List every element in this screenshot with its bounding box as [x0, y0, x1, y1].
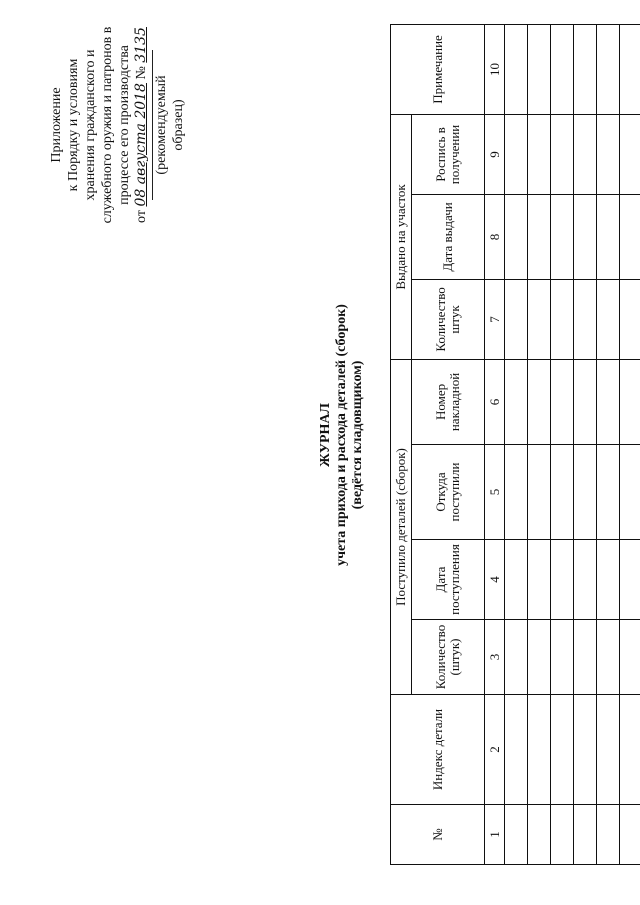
subtitle-note: (ведётся кладовщиком): [350, 360, 365, 510]
journal-entry-cell: [505, 540, 528, 620]
col-header-issued-quantity: Количество штук: [412, 279, 485, 359]
journal-entry-row: [620, 24, 640, 864]
col-header-note: Примечание: [391, 24, 485, 114]
journal-table: [390, 24, 640, 865]
journal-entry-cell: [597, 620, 620, 695]
journal-entry-cell: [597, 114, 620, 194]
journal-entry-cell: [620, 359, 640, 444]
journal-entry-cell: [528, 620, 551, 695]
journal-entry-cell: [597, 805, 620, 865]
column-number: 2: [485, 695, 505, 805]
journal-entry-cell: [528, 194, 551, 279]
column-number: 10: [485, 24, 505, 114]
appendix-date-row: [133, 20, 150, 230]
appendix-header: [48, 20, 187, 230]
handwritten-date: 08 августа 2018: [133, 83, 149, 207]
number-prefix: №: [134, 66, 149, 80]
col-header-part-index: Индекс детали: [391, 695, 485, 805]
journal-entry-cell: [574, 695, 597, 805]
journal-entry-cell: [528, 24, 551, 114]
journal-entry-cell: [574, 279, 597, 359]
journal-entry-cell: [597, 445, 620, 540]
journal-entry-cell: [574, 620, 597, 695]
title-line: ЖУРНАЛ: [318, 403, 333, 467]
journal-entry-cell: [551, 114, 574, 194]
journal-entry-cell: [597, 279, 620, 359]
journal-entry-cell: [551, 540, 574, 620]
appendix-line: процессе его производства: [117, 45, 132, 205]
journal-entry-cell: [574, 445, 597, 540]
column-number: 8: [485, 194, 505, 279]
journal-entry-cell: [574, 540, 597, 620]
col-header-receipt-date: Дата поступления: [412, 540, 485, 620]
group-header-issued: Выдано на участок: [391, 114, 412, 359]
journal-entry-cell: [505, 194, 528, 279]
journal-entry-cell: [597, 695, 620, 805]
journal-entry-cell: [620, 805, 640, 865]
column-number: 3: [485, 620, 505, 695]
journal-entry-cell: [505, 279, 528, 359]
col-header-number: №: [391, 805, 485, 865]
col-header-invoice-number: Номер накладной: [412, 359, 485, 444]
journal-entry-cell: [505, 695, 528, 805]
empty-entry-rows: [505, 24, 640, 864]
journal-entry-cell: [620, 695, 640, 805]
journal-entry-row: [505, 24, 528, 864]
journal-entry-cell: [574, 194, 597, 279]
journal-entry-cell: [528, 805, 551, 865]
journal-entry-cell: [528, 359, 551, 444]
column-number-row: [485, 24, 505, 864]
appendix-line: служебного оружия и патронов в: [100, 26, 115, 224]
journal-entry-cell: [597, 540, 620, 620]
appendix-line: хранения гражданского и: [83, 49, 98, 201]
journal-entry-cell: [551, 620, 574, 695]
col-header-quantity: Количество (штук): [412, 620, 485, 695]
journal-entry-cell: [505, 24, 528, 114]
journal-entry-cell: [505, 445, 528, 540]
journal-entry-cell: [574, 805, 597, 865]
journal-entry-cell: [528, 540, 551, 620]
journal-entry-cell: [551, 359, 574, 444]
journal-entry-cell: [597, 24, 620, 114]
col-header-signature: Роспись в получении: [412, 114, 485, 194]
journal-entry-cell: [597, 359, 620, 444]
journal-entry-cell: [551, 194, 574, 279]
journal-entry-cell: [620, 24, 640, 114]
column-number: 9: [485, 114, 505, 194]
handwritten-number: 3135: [133, 27, 149, 63]
journal-entry-cell: [620, 279, 640, 359]
journal-entry-row: [597, 24, 620, 864]
journal-entry-cell: [551, 805, 574, 865]
journal-entry-cell: [574, 114, 597, 194]
journal-entry-cell: [528, 114, 551, 194]
group-header-received: Поступило деталей (сборок): [391, 359, 412, 694]
journal-entry-cell: [620, 194, 640, 279]
column-number: 7: [485, 279, 505, 359]
journal-entry-cell: [528, 279, 551, 359]
column-number: 1: [485, 805, 505, 865]
journal-entry-cell: [620, 540, 640, 620]
journal-entry-row: [574, 24, 597, 864]
journal-entry-cell: [620, 445, 640, 540]
journal-entry-cell: [574, 24, 597, 114]
date-prefix: от: [134, 210, 149, 223]
journal-title: [318, 225, 366, 645]
column-number: 5: [485, 445, 505, 540]
journal-entry-cell: [597, 194, 620, 279]
appendix-line: Приложение: [49, 87, 64, 163]
col-header-issue-date: Дата выдачи: [412, 194, 485, 279]
journal-entry-cell: [505, 359, 528, 444]
journal-entry-row: [551, 24, 574, 864]
journal-entry-cell: [551, 24, 574, 114]
journal-entry-cell: [528, 445, 551, 540]
journal-entry-cell: [620, 620, 640, 695]
journal-entry-cell: [505, 114, 528, 194]
col-header-source: Откуда поступили: [412, 445, 485, 540]
column-number: 4: [485, 540, 505, 620]
appendix-line: к Порядку и условиям: [66, 58, 81, 192]
column-number: 6: [485, 359, 505, 444]
journal-entry-row: [528, 24, 551, 864]
journal-entry-cell: [528, 695, 551, 805]
journal-entry-cell: [505, 805, 528, 865]
sample-note: (рекомендуемый образец): [152, 50, 187, 200]
journal-entry-cell: [505, 620, 528, 695]
journal-entry-cell: [551, 279, 574, 359]
journal-entry-cell: [620, 114, 640, 194]
subtitle-line: учета прихода и расхода деталей (сборок): [334, 304, 349, 566]
journal-entry-cell: [551, 695, 574, 805]
journal-entry-cell: [574, 359, 597, 444]
journal-entry-cell: [551, 445, 574, 540]
